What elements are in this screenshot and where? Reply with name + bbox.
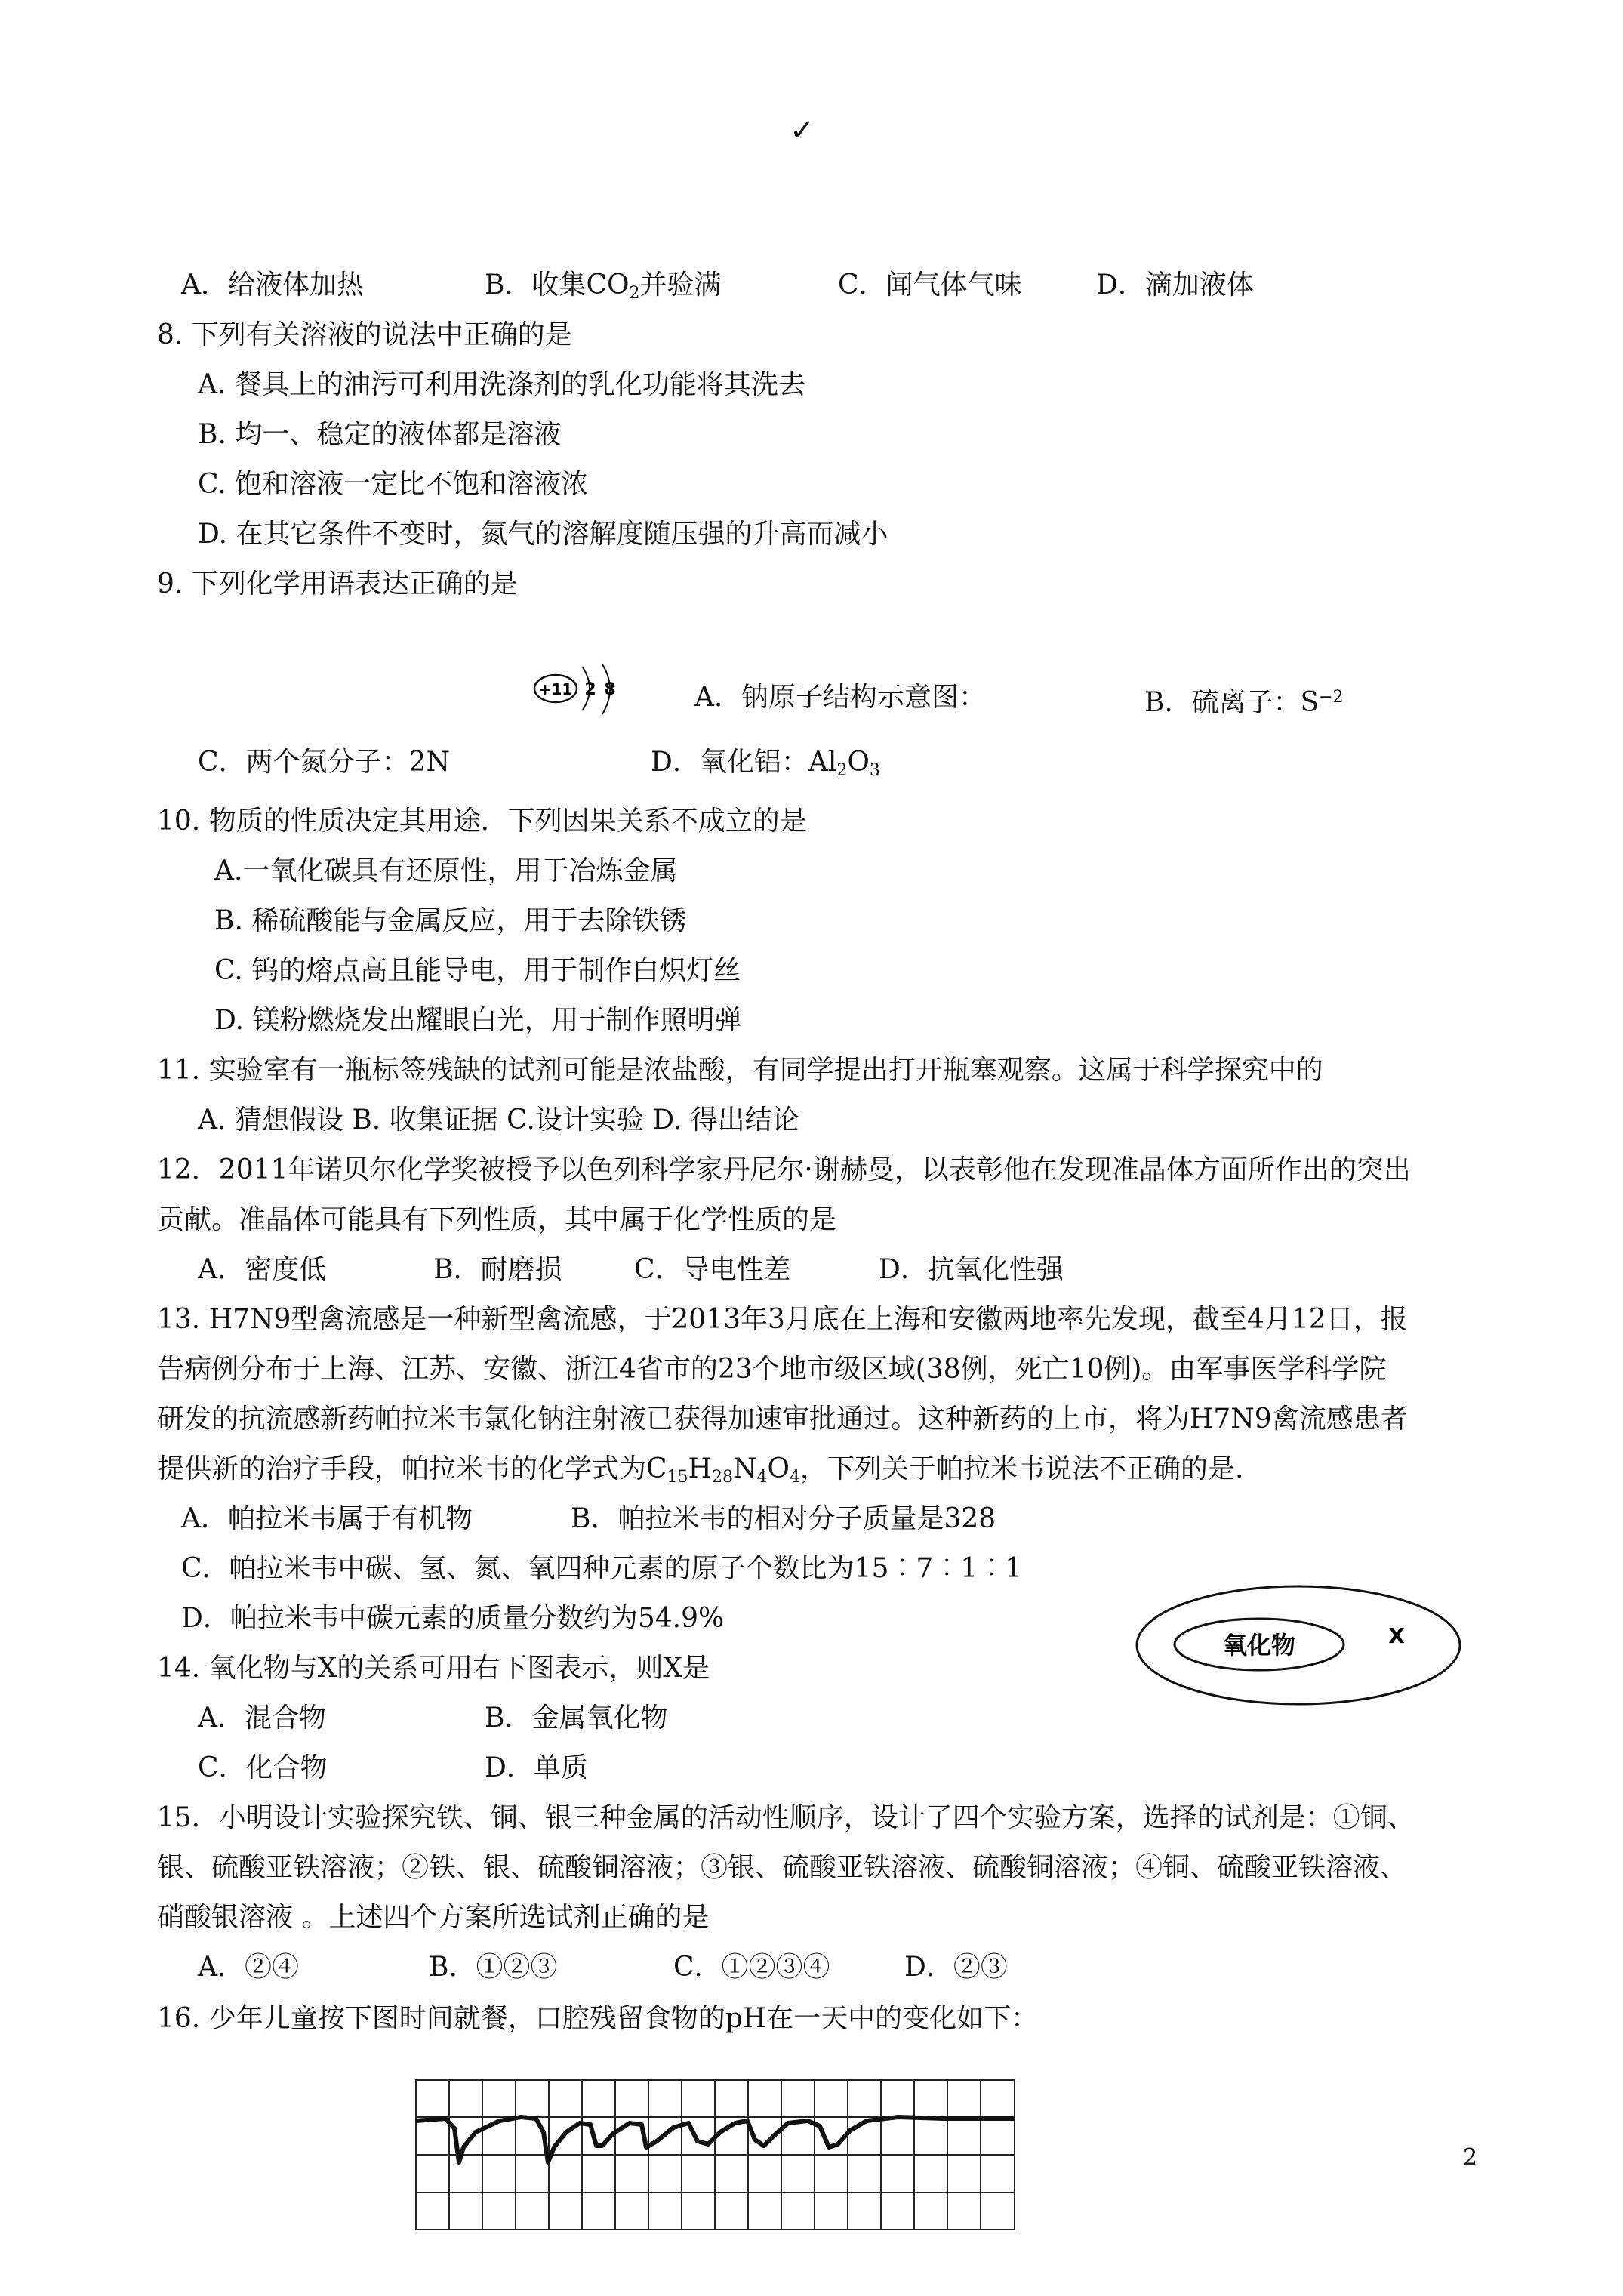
q12-line-1: 12．2011年诺贝尔化学奖被授予以色列科学家丹尼尔·谢赫曼，以表彰他在发现准晶体方面所作出的突出 — [157, 1154, 1411, 1185]
q10-option-d: D. 镁粉燃烧发出耀眼白光，用于制作照明弹 — [214, 1005, 742, 1036]
q9-option-b: B．硫离子：$S^{-2}$ — [1144, 687, 1344, 718]
q15-line-2: 银、硫酸亚铁溶液；②铁、银、硫酸铜溶液；③银、硫酸亚铁溶液、硫酸铜溶液；④铜、硫酸亚铁溶液、 — [157, 1852, 1408, 1883]
q9-stem: 9. 下列化学用语表达正确的是 — [157, 569, 518, 599]
q11-stem: 11. 实验室有一瓶标签残缺的试剂可能是浓盐酸，有同学提出打开瓶塞观察。这属于科学探究中的 — [157, 1055, 1323, 1086]
q14-stem: 14. 氧化物与X的关系可用右下图表示，则X是 — [157, 1653, 710, 1684]
q15-line-3: 硝酸银溶液 。上述四个方案所选试剂正确的是 — [157, 1902, 710, 1933]
q12-line-2: 贡献。准晶体可能具有下列性质，其中属于化学性质的是 — [157, 1204, 837, 1235]
q13-option-d: D．帕拉米韦中碳元素的质量分数约为54.9% — [181, 1603, 725, 1634]
page-number: 2 — [1463, 2144, 1478, 2171]
q15-option-c: C．①②③④ — [673, 1952, 830, 1983]
q8-option-c: C. 饱和溶液一定比不饱和溶液浓 — [198, 469, 589, 500]
q12-option-b: B．耐磨损 — [433, 1254, 562, 1285]
q10-stem: 10. 物质的性质决定其用途．下列因果关系不成立的是 — [157, 806, 807, 837]
q8-option-b: B. 均一、稳定的液体都是溶液 — [198, 419, 562, 450]
atom-nucleus-label: +11 — [538, 680, 573, 698]
q12-option-c: C．导电性差 — [634, 1254, 791, 1285]
q13-line-4: 提供新的治疗手段，帕拉米韦的化学式为$C_{15}H_{28}N_4O_4$，下列关于帕拉米韦说法不正确的是. — [157, 1453, 1244, 1487]
q13-line-1: 13. H7N9型禽流感是一种新型禽流感，于2013年3月底在上海和安徽两地率先发现，截至4月12日，报 — [157, 1304, 1408, 1335]
q13-line-2: 告病例分布于上海、江苏、安徽、浙江4省市的23个地市级区域(38例，死亡10例)。由军事医学科学院 — [157, 1354, 1387, 1385]
q9-option-a: A．钠原子结构示意图： — [694, 682, 986, 713]
q10-option-c: C. 钨的熔点高且能导电，用于制作白炽灯丝 — [214, 955, 741, 986]
oxide-label: 氧化物 — [1222, 1631, 1296, 1660]
q14-option-c: C．化合物 — [198, 1752, 328, 1783]
x-label: X — [1388, 1623, 1405, 1648]
q15-option-b: B．①②③ — [429, 1952, 558, 1983]
sodium-atom-diagram — [528, 661, 627, 734]
q8-option-a: A. 餐具上的油污可利用洗涤剂的乳化功能将其洗去 — [198, 369, 805, 400]
q13-option-b: B．帕拉米韦的相对分子质量是328 — [571, 1503, 996, 1534]
q15-option-a: A．②④ — [198, 1952, 299, 1983]
q7-option-c: C．闻气体气味 — [838, 270, 1022, 300]
ph-curve-chart — [415, 2079, 1015, 2232]
q9-option-d: D．氧化铝：$Al_2O_3$ — [651, 747, 880, 780]
q13-line-3: 研发的抗流感新药帕拉米韦氯化钠注射液已获得加速审批通过。这种新药的上市，将为H7N9禽流感患者 — [157, 1404, 1408, 1435]
q10-option-a: A.一氧化碳具有还原性，用于冶炼金属 — [214, 855, 678, 886]
q13-option-c: C．帕拉米韦中碳、氢、氮、氧四种元素的原子个数比为15︰7︰1︰1 — [181, 1553, 1023, 1584]
q7-option-a: A．给液体加热 — [181, 270, 364, 300]
q7-option-b: B．收集$CO_2$并验满 — [485, 270, 722, 303]
check-mark-icon: ✓ — [790, 113, 815, 148]
q13-option-a: A．帕拉米韦属于有机物 — [181, 1503, 473, 1534]
oxide-relationship-diagram — [1132, 1581, 1464, 1709]
q14-option-b: B．金属氧化物 — [485, 1703, 668, 1734]
q8-option-d: D. 在其它条件不变时，氮气的溶解度随压强的升高而减小 — [198, 519, 888, 550]
q11-options: A. 猜想假设 B. 收集证据 C.设计实验 D. 得出结论 — [198, 1105, 799, 1136]
q10-option-b: B. 稀硫酸能与金属反应，用于去除铁锈 — [214, 905, 687, 936]
q15-option-d: D．②③ — [904, 1952, 1008, 1983]
q16-stem: 16. 少年儿童按下图时间就餐，口腔残留食物的pH在一天中的变化如下： — [157, 2003, 1039, 2034]
chart-grid — [416, 2080, 1015, 2230]
q12-option-d: D．抗氧化性强 — [879, 1254, 1064, 1285]
q14-option-a: A．混合物 — [198, 1703, 326, 1734]
q14-option-d: D．单质 — [485, 1752, 588, 1783]
q12-option-a: A．密度低 — [198, 1254, 326, 1285]
q7-option-d: D．滴加液体 — [1096, 270, 1254, 300]
atom-shell1-label: 2 — [584, 680, 596, 699]
q8-stem: 8. 下列有关溶液的说法中正确的是 — [157, 319, 572, 350]
q15-line-1: 15．小明设计实验探究铁、铜、银三种金属的活动性顺序，设计了四个实验方案，选择的试剂是：①铜、 — [157, 1802, 1415, 1833]
atom-shell2-label: 8 — [604, 680, 616, 699]
q9-option-c: C．两个氮分子：2N — [198, 747, 450, 778]
